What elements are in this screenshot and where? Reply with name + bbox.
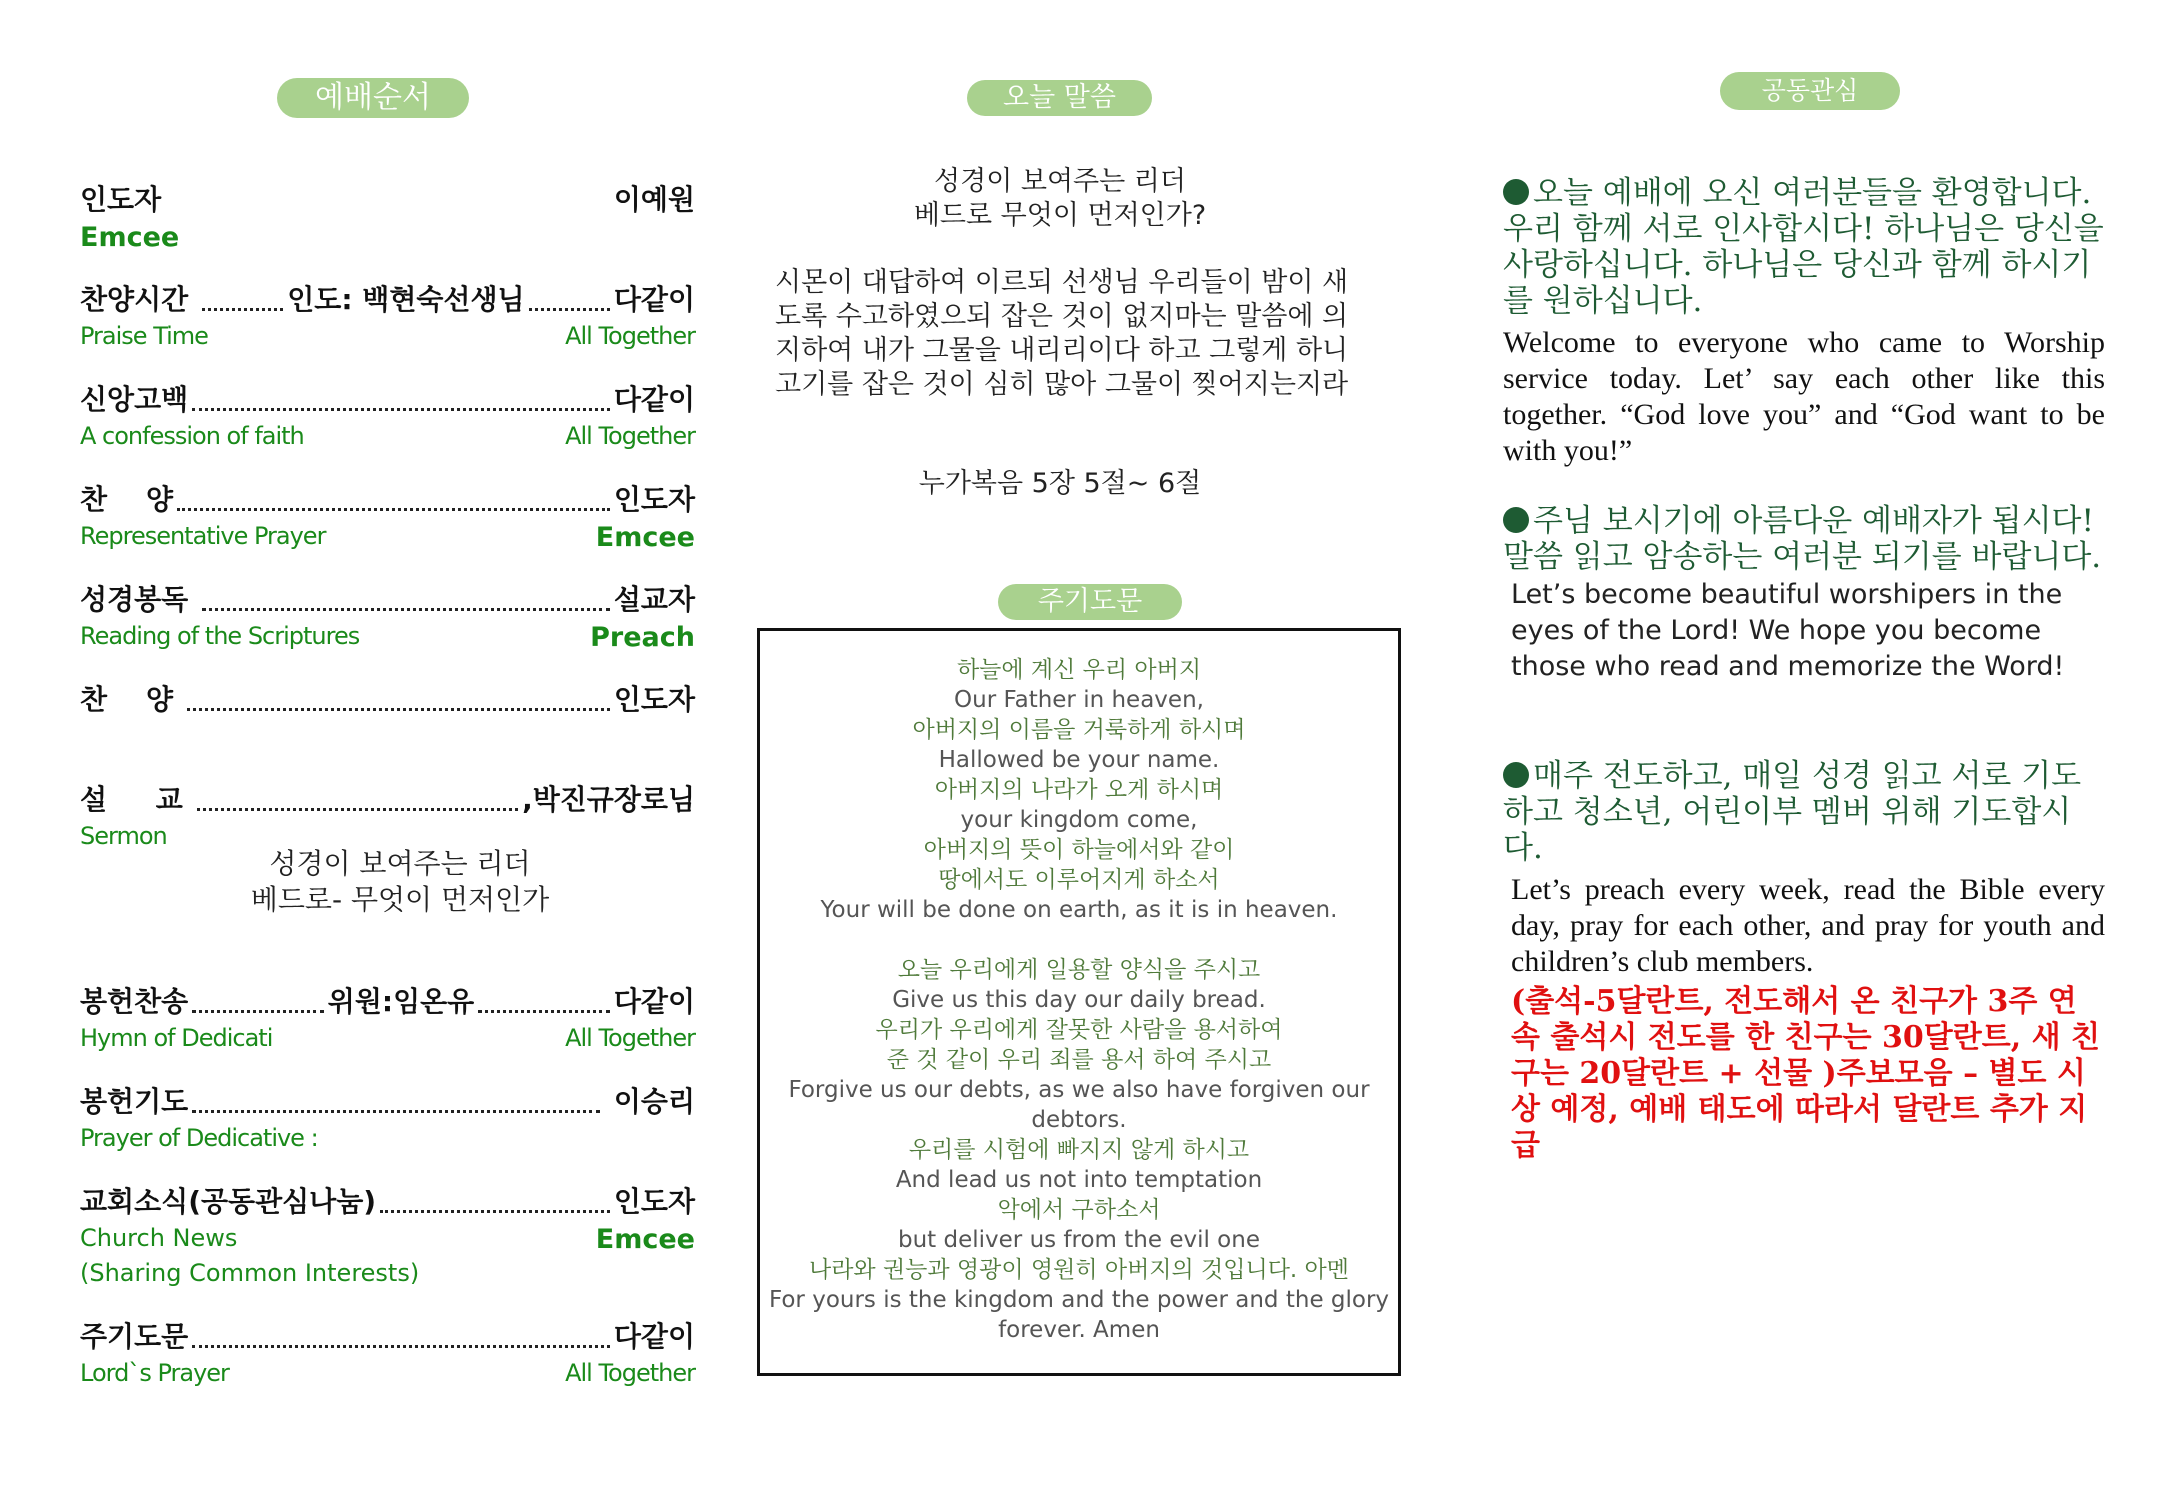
prayer-line: Your will be done on earth, as it is in heaven. [820, 897, 1338, 923]
order-item [80, 278, 695, 350]
prayer-line: Hallowed be your name. [938, 747, 1220, 773]
order-item-person: 이예원 [613, 183, 695, 216]
order-item [80, 578, 695, 653]
lords-prayer-box [757, 628, 1401, 1376]
dot-leader [202, 308, 283, 311]
announcement-3 [1503, 758, 2105, 1164]
word-title-line-1: 성경이 보여주는 리더 [934, 166, 1186, 197]
order-item-title: 인도자 [80, 183, 162, 216]
order-item-english-person: Preach [590, 622, 695, 653]
order-item-title: 봉헌찬송 [80, 985, 189, 1018]
announcement-2-en: Let’s become beautiful worshipers in the eyes of the Lord! We hope you become those who read and memorize the Word! [1511, 579, 2065, 682]
order-item-person: 인도자 [613, 1185, 695, 1218]
order-item [80, 678, 695, 718]
order-item-english-person: All Together [565, 422, 695, 450]
order-item-english [80, 222, 695, 253]
bullet-icon [1503, 507, 1529, 533]
order-item-title: 교회소식(공동관심나눔) [80, 1185, 377, 1218]
announcement-3-ko-text: 매주 전도하고, 매일 성경 읽고 서로 기도하고 청소년, 어린이부 멤버 위해 기도합시다. [1503, 758, 2082, 866]
dot-leader [197, 808, 518, 811]
sermon-title-line-2: 베드로- 무엇이 먼저인가 [250, 883, 550, 916]
prayer-heading-pill: 주기도문 [998, 584, 1182, 620]
prayer-line: 악에서 구하소서 [997, 1197, 1161, 1223]
order-item-person: 인도자 [613, 483, 695, 516]
order-item [80, 178, 695, 253]
announcement-1-ko-text: 오늘 예배에 오신 여러분들을 환영합니다. 우리 함께 서로 인사합시다! 하나님은 당신을 사랑하십니다. 하나님은 당신과 함께 하시기를 원하십니다. [1503, 175, 2104, 319]
prayer-line: 나라와 권능과 영광이 영원히 아버지의 것입니다. 아멘 [809, 1257, 1349, 1283]
prayer-line: Our Father in heaven, [954, 687, 1204, 713]
dot-leader [529, 308, 610, 311]
order-item-english [80, 422, 695, 450]
common-heading-pill: 공동관심 [1720, 72, 1900, 110]
word-title [860, 165, 1260, 233]
prayer-line: 준 것 같이 우리 죄를 용서 하여 주시고 [886, 1047, 1272, 1073]
order-item-person: 다같이 [613, 985, 695, 1018]
order-item-english-title: A confession of faith [80, 422, 304, 450]
prayer-line: For yours is the kingdom and the power and the glory [768, 1287, 1390, 1313]
order-item-english-title: Sermon [80, 822, 167, 850]
order-item-person: 이승리 [604, 1085, 695, 1118]
order-item-english [80, 522, 695, 553]
dot-leader [380, 1210, 610, 1213]
order-item-english [80, 322, 695, 350]
order-item-english-title: Church News [80, 1224, 238, 1252]
sermon-title [200, 846, 600, 918]
order-item-title: 찬양시간 [80, 283, 198, 316]
order-item-title: 성경봉독 [80, 583, 198, 616]
order-item-english [80, 1359, 695, 1387]
order-item-title: 신앙고백 [80, 383, 189, 416]
order-item-english-title: Reading of the Scriptures [80, 622, 360, 650]
bullet-icon [1503, 762, 1529, 788]
order-item-english-person: Emcee [595, 1224, 695, 1255]
prayer-line: 아버지의 뜻이 하늘에서와 같이 [923, 837, 1235, 863]
scripture-verse [775, 266, 1390, 402]
order-item-english-subtitle: (Sharing Common Interests) [80, 1259, 420, 1287]
order-item-title: 찬 양 [80, 483, 174, 516]
scripture-reference: 누가복음 5장 5절~ 6절 [918, 468, 1202, 499]
announcement-2-ko [1503, 503, 2105, 575]
verse-line: 도록 수고하였으되 잡은 것이 없지마는 말씀에 의 [775, 301, 1349, 332]
order-item-row [80, 778, 695, 818]
order-item [80, 1080, 695, 1152]
order-item-row [80, 278, 695, 318]
order-item-leader: 인도: 백현숙선생님 [287, 283, 525, 316]
dot-leader [192, 1010, 324, 1013]
verse-line: 지하여 내가 그물을 내리리이다 하고 그렇게 하니 [775, 335, 1349, 366]
order-item-row [80, 1080, 695, 1120]
order-item [80, 378, 695, 450]
order-item-person: 다같이 [613, 383, 695, 416]
order-item-english-person: All Together [565, 322, 695, 350]
lords-prayer-text [760, 631, 1398, 1345]
prayer-line: forever. Amen [998, 1317, 1160, 1343]
order-item [80, 1315, 695, 1387]
order-item-row [80, 178, 695, 218]
word-title-line-2: 베드로 무엇이 먼저인가? [913, 200, 1207, 231]
dot-leader [202, 608, 610, 611]
bullet-icon [1503, 179, 1529, 205]
order-item-title: 봉헌기도 [80, 1085, 189, 1118]
order-item-english-title: Representative Prayer [80, 522, 326, 550]
prayer-line: 아버지의 나라가 오게 하시며 [934, 777, 1224, 803]
order-item-person: 다같이 [613, 283, 696, 316]
order-item-english [80, 1224, 695, 1255]
order-item-title: 설 교 [80, 783, 193, 816]
announcement-3-ko [1503, 758, 2105, 866]
order-item-person: 설교자 [613, 583, 695, 616]
order-item [80, 980, 695, 1052]
order-item-title: 찬 양 [80, 683, 183, 716]
order-item [80, 778, 695, 850]
announcement-3-en: Let’s preach every week, read the Bible every day, pray for each other, and pray for youth and children’s club members. [1511, 873, 2105, 978]
order-item-english-title: Prayer of Dedicative : [80, 1124, 318, 1152]
order-item-row [80, 678, 695, 718]
order-item-row [80, 578, 695, 618]
prayer-line: but deliver us from the evil one [898, 1227, 1260, 1253]
order-item-english [80, 1024, 695, 1052]
order-item-title: 주기도문 [80, 1320, 189, 1353]
order-item-person: ,박진규장로님 [522, 783, 695, 816]
announcement-1 [1503, 175, 2105, 469]
order-item-row [80, 1315, 695, 1355]
prayer-line: Forgive us our debts, as we also have forgiven our [788, 1077, 1370, 1103]
announcement-1-en: Welcome to everyone who came to Worship service today. Let’ say each other like this together. “God love you” and “God want to be with you!” [1503, 326, 2105, 467]
prayer-line: your kingdom come, [960, 807, 1198, 833]
prayer-spacer [760, 925, 1398, 955]
order-heading-pill: 예배순서 [277, 78, 469, 118]
prayer-line: debtors. [1031, 1107, 1127, 1133]
dot-leader [192, 1345, 610, 1348]
order-item-english-person: All Together [565, 1359, 695, 1387]
order-item-english-title: Praise Time [80, 322, 208, 350]
prayer-line: 아버지의 이름을 거룩하게 하시며 [912, 717, 1246, 743]
word-heading-pill: 오늘 말씀 [967, 80, 1152, 116]
order-item-english [80, 1124, 695, 1152]
prayer-line: 우리를 시험에 빠지지 않게 하시고 [908, 1137, 1250, 1163]
order-item-row [80, 980, 695, 1020]
prayer-line: Give us this day our daily bread. [892, 987, 1266, 1013]
talent-notice: (출석-5달란트, 전도해서 온 친구가 3주 연속 출석시 전도를 한 친구는 30달란트, 새 친구는 20달란트 + 선물 )주보모음 – 별도 시상 예정, 예배 태도에 따라서 달란트 추가 지급 [1511, 984, 2100, 1163]
dot-leader [187, 708, 610, 711]
prayer-line: And lead us not into temptation [895, 1167, 1263, 1193]
verse-line: 고기를 잡은 것이 심히 많아 그물이 찢어지는지라 [775, 369, 1349, 400]
announcement-2-ko-text: 주님 보시기에 아름다운 예배자가 됩시다! 말씀 읽고 암송하는 여러분 되기를 바랍니다. [1503, 503, 2102, 575]
prayer-line: 땅에서도 이루어지게 하소서 [938, 867, 1220, 893]
order-item-row [80, 378, 695, 418]
order-item-row [80, 478, 695, 518]
order-item-english-person: All Together [565, 1024, 695, 1052]
order-item-leader: 위원:임온유 [327, 985, 475, 1018]
dot-leader [192, 1110, 600, 1113]
order-item-person: 다같이 [613, 1320, 695, 1353]
order-item [80, 1180, 695, 1287]
dot-leader [192, 408, 610, 411]
order-item-english-title: Hymn of Dedicati [80, 1024, 273, 1052]
order-item-row [80, 1180, 695, 1220]
order-item-english-title: Lord`s Prayer [80, 1359, 229, 1387]
order-item-person: 인도자 [613, 683, 695, 716]
prayer-line: 하늘에 계신 우리 아버지 [956, 657, 1202, 683]
prayer-line: 우리가 우리에게 잘못한 사람을 용서하여 [875, 1017, 1283, 1043]
announcement-1-ko [1503, 175, 2105, 319]
order-item [80, 478, 695, 553]
order-item-english-title: Emcee [80, 222, 180, 253]
order-item-english [80, 622, 695, 653]
dot-leader [478, 1010, 610, 1013]
order-item-english-person: Emcee [595, 522, 695, 553]
dot-leader [177, 508, 610, 511]
verse-line: 시몬이 대답하여 이르되 선생님 우리들이 밤이 새 [775, 267, 1349, 298]
sermon-title-line-1: 성경이 보여주는 리더 [269, 847, 531, 880]
prayer-line: 오늘 우리에게 일용할 양식을 주시고 [897, 957, 1261, 983]
announcement-2 [1503, 503, 2105, 685]
